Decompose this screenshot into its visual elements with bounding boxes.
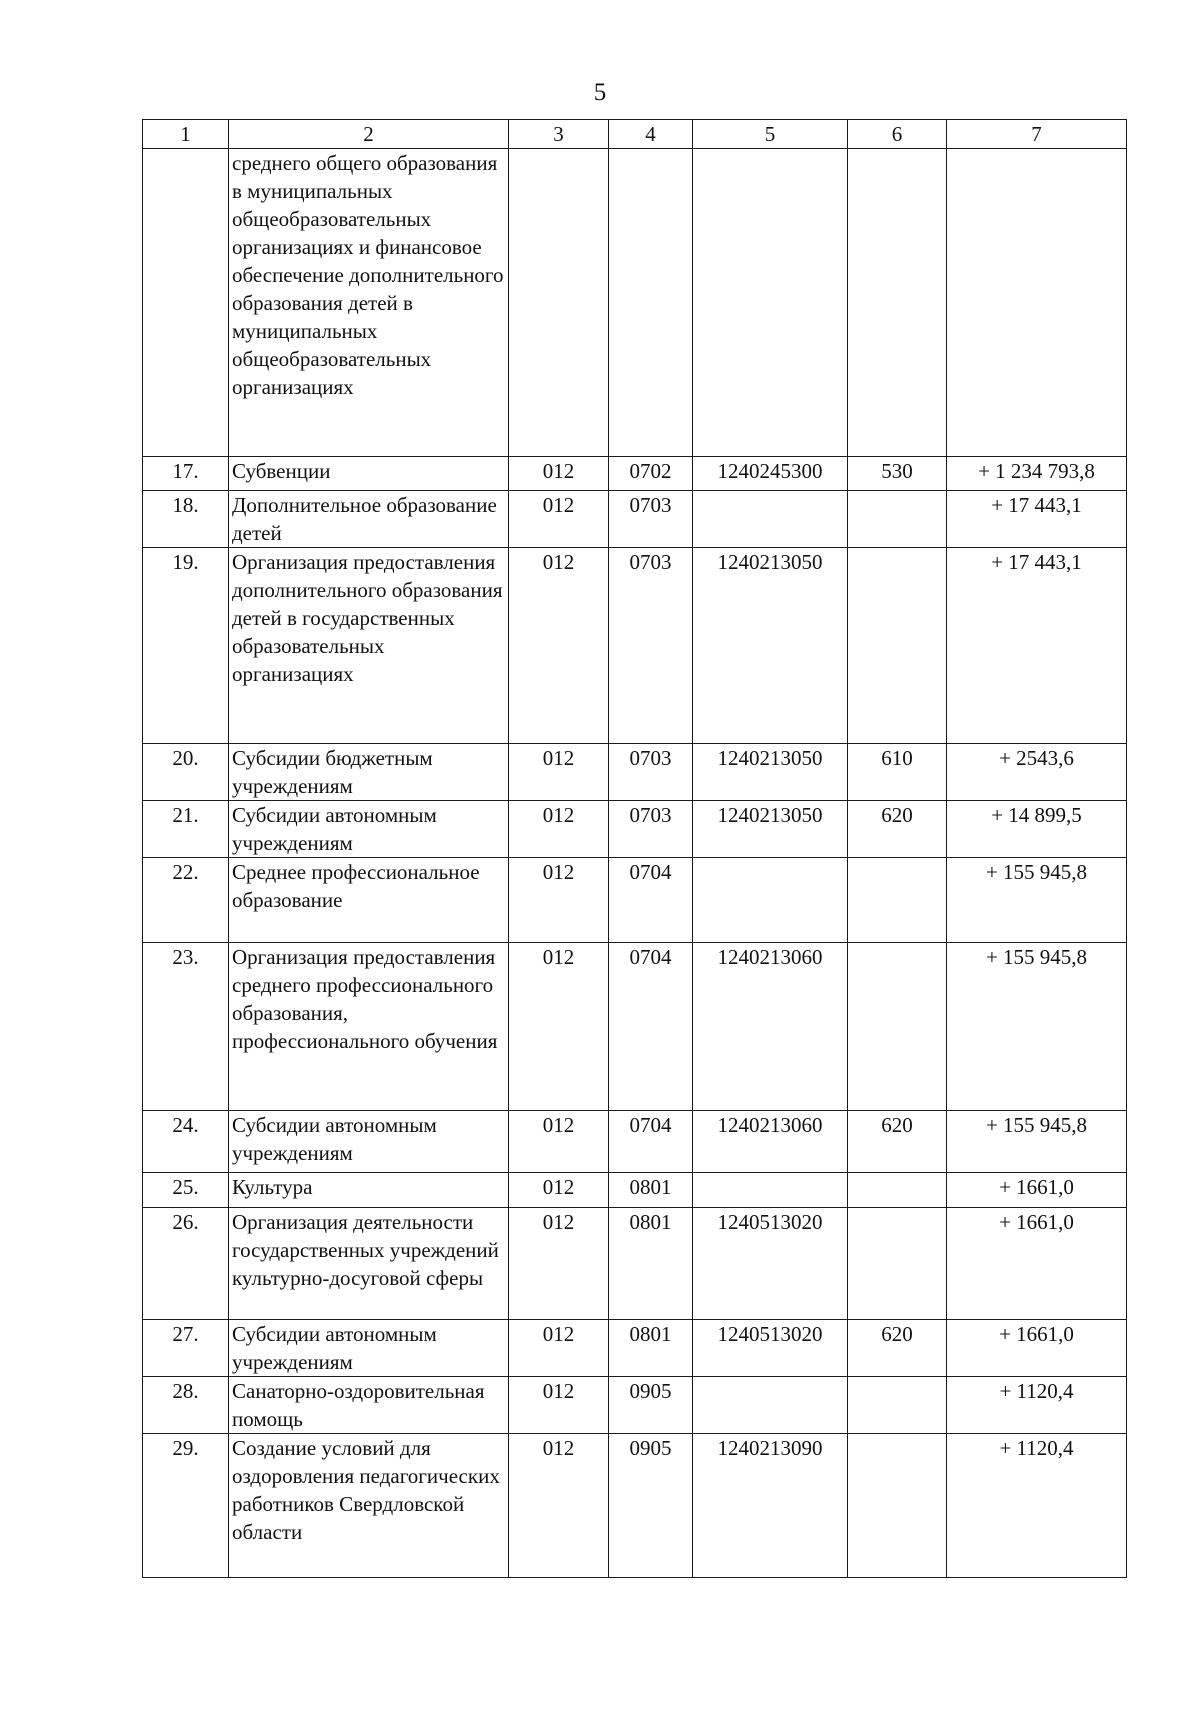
row-expense-type: 610 <box>848 744 947 801</box>
row-expense-type <box>848 1208 947 1320</box>
row-department-code: 012 <box>509 1434 609 1578</box>
row-target-article <box>693 491 848 548</box>
row-expense-type <box>848 149 947 457</box>
row-amount: + 1 234 793,8 <box>947 457 1127 491</box>
row-amount: + 1120,4 <box>947 1377 1127 1434</box>
row-section-code: 0702 <box>609 457 693 491</box>
row-number: 20. <box>143 744 229 801</box>
row-description: Культура <box>229 1173 509 1208</box>
row-number <box>143 149 229 457</box>
table-row <box>143 457 1127 491</box>
row-amount <box>947 149 1127 457</box>
row-target-article: 1240213050 <box>693 744 848 801</box>
row-amount: + 155 945,8 <box>947 1111 1127 1173</box>
row-target-article: 1240213060 <box>693 943 848 1111</box>
row-target-article <box>693 858 848 943</box>
row-department-code: 012 <box>509 457 609 491</box>
column-header-4: 4 <box>609 120 693 149</box>
row-amount: + 1120,4 <box>947 1434 1127 1578</box>
table-row <box>143 1111 1127 1173</box>
row-expense-type: 620 <box>848 1320 947 1377</box>
column-header-3: 3 <box>509 120 609 149</box>
table-row <box>143 943 1127 1111</box>
table-row <box>143 858 1127 943</box>
row-expense-type <box>848 1434 947 1578</box>
row-department-code: 012 <box>509 943 609 1111</box>
row-description: Субсидии автономным учреждениям <box>229 1320 509 1377</box>
table-row <box>143 548 1127 744</box>
table-row <box>143 1208 1127 1320</box>
row-expense-type: 620 <box>848 801 947 858</box>
row-number: 17. <box>143 457 229 491</box>
row-department-code: 012 <box>509 1377 609 1434</box>
page-number: 5 <box>593 79 607 106</box>
row-section-code: 0801 <box>609 1208 693 1320</box>
row-amount: + 1661,0 <box>947 1320 1127 1377</box>
row-expense-type <box>848 1377 947 1434</box>
row-target-article <box>693 149 848 457</box>
row-department-code: 012 <box>509 801 609 858</box>
row-expense-type: 530 <box>848 457 947 491</box>
row-department-code: 012 <box>509 1208 609 1320</box>
row-description: Организация предоставления дополнительного образования детей в государственных образовательных организациях <box>229 548 509 744</box>
row-section-code: 0703 <box>609 801 693 858</box>
table-row <box>143 1377 1127 1434</box>
row-section-code: 0905 <box>609 1434 693 1578</box>
row-description: Санаторно-оздоровительная помощь <box>229 1377 509 1434</box>
table-row <box>143 491 1127 548</box>
row-section-code: 0704 <box>609 943 693 1111</box>
row-section-code: 0704 <box>609 858 693 943</box>
row-description: Субвенции <box>229 457 509 491</box>
row-description: Создание условий для оздоровления педагогических работников Свердловской области <box>229 1434 509 1578</box>
row-number: 25. <box>143 1173 229 1208</box>
row-number: 19. <box>143 548 229 744</box>
row-number: 24. <box>143 1111 229 1173</box>
table-header-row <box>143 120 1127 149</box>
row-number: 29. <box>143 1434 229 1578</box>
row-amount: + 1661,0 <box>947 1208 1127 1320</box>
table-row <box>143 1173 1127 1208</box>
row-number: 28. <box>143 1377 229 1434</box>
row-department-code: 012 <box>509 744 609 801</box>
column-header-5: 5 <box>693 120 848 149</box>
row-department-code: 012 <box>509 1173 609 1208</box>
table-row <box>143 744 1127 801</box>
row-number: 18. <box>143 491 229 548</box>
row-section-code: 0801 <box>609 1320 693 1377</box>
row-expense-type <box>848 858 947 943</box>
row-description: среднего общего образования в муниципальных общеобразовательных организациях и финансовое обеспечение дополнительного образования детей в муниципальных общеобразовательных организациях <box>229 149 509 457</box>
row-description: Субсидии автономным учреждениям <box>229 1111 509 1173</box>
column-header-6: 6 <box>848 120 947 149</box>
row-section-code: 0703 <box>609 744 693 801</box>
budget-table <box>142 119 1127 1578</box>
row-section-code <box>609 149 693 457</box>
row-description: Среднее профессиональное образование <box>229 858 509 943</box>
row-target-article: 1240513020 <box>693 1208 848 1320</box>
row-description: Субсидии автономным учреждениям <box>229 801 509 858</box>
row-expense-type <box>848 491 947 548</box>
row-amount: + 155 945,8 <box>947 943 1127 1111</box>
row-department-code: 012 <box>509 548 609 744</box>
row-target-article <box>693 1173 848 1208</box>
row-number: 26. <box>143 1208 229 1320</box>
row-expense-type: 620 <box>848 1111 947 1173</box>
row-expense-type <box>848 1173 947 1208</box>
row-department-code: 012 <box>509 858 609 943</box>
row-amount: + 2543,6 <box>947 744 1127 801</box>
row-description: Субсидии бюджетным учреждениям <box>229 744 509 801</box>
row-section-code: 0905 <box>609 1377 693 1434</box>
row-target-article: 1240513020 <box>693 1320 848 1377</box>
column-header-1: 1 <box>143 120 229 149</box>
row-department-code: 012 <box>509 491 609 548</box>
row-target-article: 1240213050 <box>693 801 848 858</box>
row-description: Организация деятельности государственных учреждений культурно-досуговой сферы <box>229 1208 509 1320</box>
row-amount: + 155 945,8 <box>947 858 1127 943</box>
row-section-code: 0801 <box>609 1173 693 1208</box>
row-number: 21. <box>143 801 229 858</box>
row-amount: + 17 443,1 <box>947 491 1127 548</box>
row-department-code: 012 <box>509 1320 609 1377</box>
row-target-article: 1240213050 <box>693 548 848 744</box>
row-target-article: 1240245300 <box>693 457 848 491</box>
row-target-article: 1240213060 <box>693 1111 848 1173</box>
row-target-article: 1240213090 <box>693 1434 848 1578</box>
table-row <box>143 1320 1127 1377</box>
table-row <box>143 801 1127 858</box>
column-header-2: 2 <box>229 120 509 149</box>
table-row <box>143 149 1127 457</box>
row-department-code <box>509 149 609 457</box>
row-number: 23. <box>143 943 229 1111</box>
row-description: Организация предоставления среднего профессионального образования, профессионального обучения <box>229 943 509 1111</box>
column-header-7: 7 <box>947 120 1127 149</box>
row-department-code: 012 <box>509 1111 609 1173</box>
row-amount: + 17 443,1 <box>947 548 1127 744</box>
row-section-code: 0704 <box>609 1111 693 1173</box>
row-number: 22. <box>143 858 229 943</box>
row-description: Дополнительное образование детей <box>229 491 509 548</box>
row-amount: + 14 899,5 <box>947 801 1127 858</box>
row-number: 27. <box>143 1320 229 1377</box>
table-row <box>143 1434 1127 1578</box>
row-expense-type <box>848 943 947 1111</box>
row-section-code: 0703 <box>609 491 693 548</box>
row-section-code: 0703 <box>609 548 693 744</box>
row-target-article <box>693 1377 848 1434</box>
row-expense-type <box>848 548 947 744</box>
row-amount: + 1661,0 <box>947 1173 1127 1208</box>
